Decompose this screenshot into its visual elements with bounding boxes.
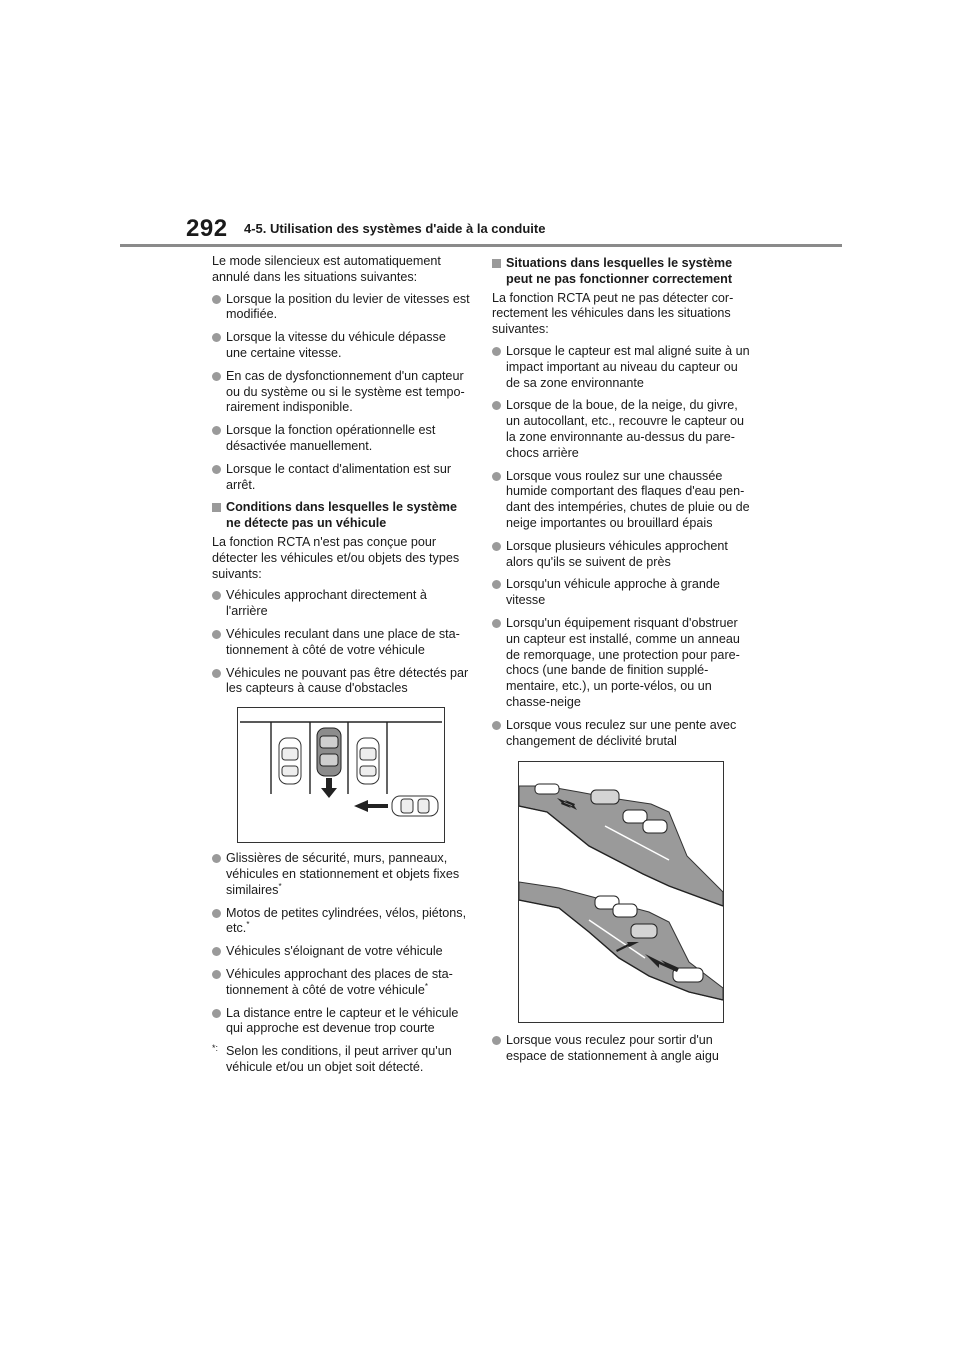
list-item: Véhicules reculant dans une place de sta-tionnement à côté de votre véhicule: [212, 627, 470, 659]
section-heading-not-detected: Conditions dans lesquelles le système ne détecte pas un véhicule: [212, 500, 470, 532]
list-item-text: Motos de petites cylindrées, vélos, piétons, etc.: [226, 905, 467, 936]
list-item: Lorsque vous roulez sur une chaussée humide comportant des flaques d'eau pen-dant des intempéries, chutes de pluie ou de neige importantes ou brouillard épais: [492, 469, 754, 532]
list-item: Lorsque la vitesse du véhicule dépasse une certaine vitesse.: [212, 330, 470, 362]
right-column: [492, 254, 754, 1072]
list-item: En cas de dysfonctionnement d'un capteur ou du système ou si le système est tempo-rairement indisponible.: [212, 369, 470, 416]
footnote-text: Selon les conditions, il peut arriver qu'un véhicule et/ou un objet soit détecté.: [226, 1044, 452, 1074]
list-item: Véhicules ne pouvant pas être détectés par les capteurs à cause d'obstacles: [212, 666, 470, 698]
list-item: Véhicules approchant directement à l'arrière: [212, 588, 470, 620]
section-heading-malfunction: Situations dans lesquelles le système peut ne pas fonctionner correctement: [492, 256, 754, 288]
list-item: Lorsque le capteur est mal aligné suite à un impact important au niveau du capteur ou de sa zone environnante: [492, 344, 754, 391]
list-item: Lorsque vous reculez pour sortir d'un espace de stationnement à angle aigu: [492, 1033, 754, 1065]
header-divider: [120, 244, 842, 247]
list-item: Lorsqu'un équipement risquant d'obstruer un capteur est installé, comme un anneau de remorquage, une protection pour pare-chocs (une bande de finition supplé-mentaire, etc.), un porte-vélos, ou un chasse-neige: [492, 616, 754, 711]
footnote-mark: *:: [212, 1043, 219, 1054]
list-item: [212, 906, 470, 938]
list-item: Véhicules s'éloignant de votre véhicule: [212, 944, 470, 960]
heading-intro: La fonction RCTA n'est pas conçue pour détecter les véhicules et/ou objets des types suivants:: [212, 534, 460, 581]
list-item: La distance entre le capteur et le véhicule qui approche est devenue trop courte: [212, 1006, 470, 1038]
footnote: [212, 1044, 470, 1076]
asterisk-mark: *: [424, 981, 428, 991]
list-item: Lorsque la fonction opérationnelle est désactivée manuellement.: [212, 423, 470, 455]
intro-paragraph: Le mode silencieux est automatiquement annulé dans les situations suivantes:: [212, 254, 441, 284]
list-item: Lorsque de la boue, de la neige, du givre, un autocollant, etc., recouvre le capteur ou la zone environnante au-dessus du pare-chocs arrière: [492, 398, 754, 461]
page-number: 292: [186, 215, 228, 242]
asterisk-mark: *: [246, 920, 250, 930]
list-item: Lorsque la position du levier de vitesses est modifiée.: [212, 292, 470, 324]
list-item: Lorsque vous reculez sur une pente avec changement de déclivité brutal: [492, 718, 754, 750]
asterisk-mark: *: [278, 881, 282, 891]
slope-illustration: [518, 761, 724, 1023]
left-column: [212, 254, 470, 1076]
list-item-text: Véhicules approchant des places de sta-tionnement à côté de votre véhicule: [226, 966, 453, 997]
section-title: 4-5. Utilisation des systèmes d'aide à la conduite: [244, 221, 546, 236]
list-item: Lorsqu'un véhicule approche à grande vitesse: [492, 577, 754, 609]
list-item: Lorsque le contact d'alimentation est sur arrêt.: [212, 462, 470, 494]
heading-intro: La fonction RCTA peut ne pas détecter cor-rectement les véhicules dans les situations suivantes:: [492, 290, 734, 337]
parking-illustration: [237, 707, 445, 843]
list-item: Lorsque plusieurs véhicules approchent alors qu'ils se suivent de près: [492, 539, 754, 571]
list-item: [212, 851, 470, 898]
list-item: [212, 967, 470, 999]
list-item-text: Glissières de sécurité, murs, panneaux, véhicules en stationnement et objets fixes similaires: [226, 851, 460, 897]
